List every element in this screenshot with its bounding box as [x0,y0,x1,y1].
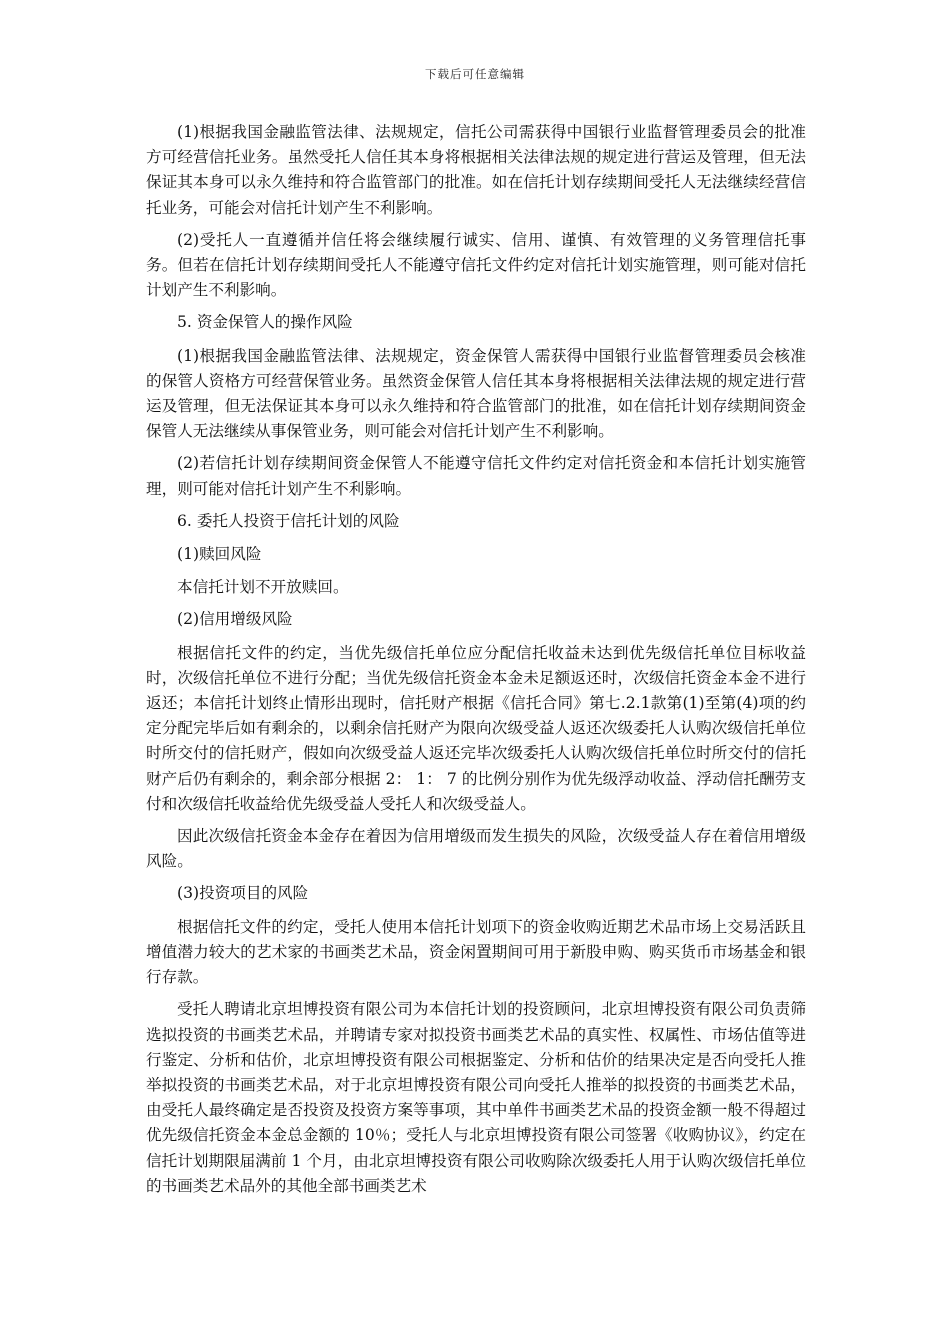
section-heading: 5. 资金保管人的操作风险 [177,313,353,332]
paragraph: 根据信托文件的约定，当优先级信托单位应分配信托收益未达到优先级信托单位目标收益时，次级信托单位不进行分配；当优先级信托资金本金未足额返还时，次级信托资金本金不进行返还；本信托计划终止情形出现时，信托财产根据《信托合同》第七.2.1款第(1)至第(4)项的约定分配完毕后如有剩余的，以剩余信托财产为限向次级受益人返还次级委托人认购次级信托单位时所交付的信托财产，假如向次级受益人返还完毕次级委托人认购次级信托单位时所交付的信托财产后仍有剩余的，剩余部分根据 2： 1： 7 的比例分别作为优先级浮动收益、浮动信托酬劳支付和次级信托收益给优先级受益人受托人和次级受益人。 [146,643,806,813]
page-header: 下载后可任意编辑 [425,67,525,81]
document-body [146,120,806,1206]
paragraph: 因此次级信托资金本金存在着因为信用增级而发生损失的风险，次级受益人存在着信用增级风险。 [146,827,806,871]
paragraph: (1)根据我国金融监管法律、法规规定，资金保管人需获得中国银行业监督管理委员会核准的保管人资格方可经营保管业务。虽然资金保管人信任其本身将根据相关法律法规的规定进行营运及管理，但无法保证其本身可以永久维持和符合监管部门的批准，如在信托计划存续期间资金保管人无法继续从事保管业务，则可能会对信托计划产生不利影响。 [146,346,806,441]
paragraph: 受托人聘请北京坦博投资有限公司为本信托计划的投资顾问，北京坦博投资有限公司负责筛选拟投资的书画类艺术品，并聘请专家对拟投资书画类艺术品的真实性、权属性、市场估值等进行鉴定、分析和估价，北京坦博投资有限公司根据鉴定、分析和估价的结果决定是否向受托人推举拟投资的书画类艺术品，对于北京坦博投资有限公司向受托人推举的拟投资的书画类艺术品，由受托人最终确定是否投资及投资方案等事项，其中单件书画类艺术品的投资金额一般不得超过优先级信托资金本金总金额的 10％；受托人与北京坦博投资有限公司签署《收购协议》，约定在信托计划期限届满前 1 个月，由北京坦博投资有限公司收购除次级委托人用于认购次级信托单位的书画类艺术品外的其他全部书画类艺术 [146,1000,806,1195]
paragraph: (2)受托人一直遵循并信任将会继续履行诚实、信用、谨慎、有效管理的义务管理信托事务。但若在信托计划存续期间受托人不能遵守信托文件约定对信托计划实施管理，则可能对信托计划产生不利影响。 [146,230,806,300]
subsection-heading: (1)赎回风险 [177,545,262,564]
section-heading: 6. 委托人投资于信托计划的风险 [177,511,400,530]
paragraph: 本信托计划不开放赎回。 [177,578,349,597]
subsection-heading: (2)信用增级风险 [177,610,293,629]
paragraph: (2)若信托计划存续期间资金保管人不能遵守信托文件约定对信托资金和本信托计划实施管理，则可能对信托计划产生不利影响。 [146,454,806,498]
subsection-heading: (3)投资项目的风险 [177,884,309,903]
paragraph: 根据信托文件的约定，受托人使用本信托计划项下的资金收购近期艺术品市场上交易活跃且增值潜力较大的艺术家的书画类艺术品，资金闲置期间可用于新股申购、购买货币市场基金和银行存款。 [146,917,806,987]
paragraph: (1)根据我国金融监管法律、法规规定，信托公司需获得中国银行业监督管理委员会的批准方可经营信托业务。虽然受托人信任其本身将根据相关法律法规的规定进行营运及管理，但无法保证其本身可以永久维持和符合监管部门的批准。如在信托计划存续期间受托人无法继续经营信托业务，可能会对信托计划产生不利影响。 [146,123,806,217]
